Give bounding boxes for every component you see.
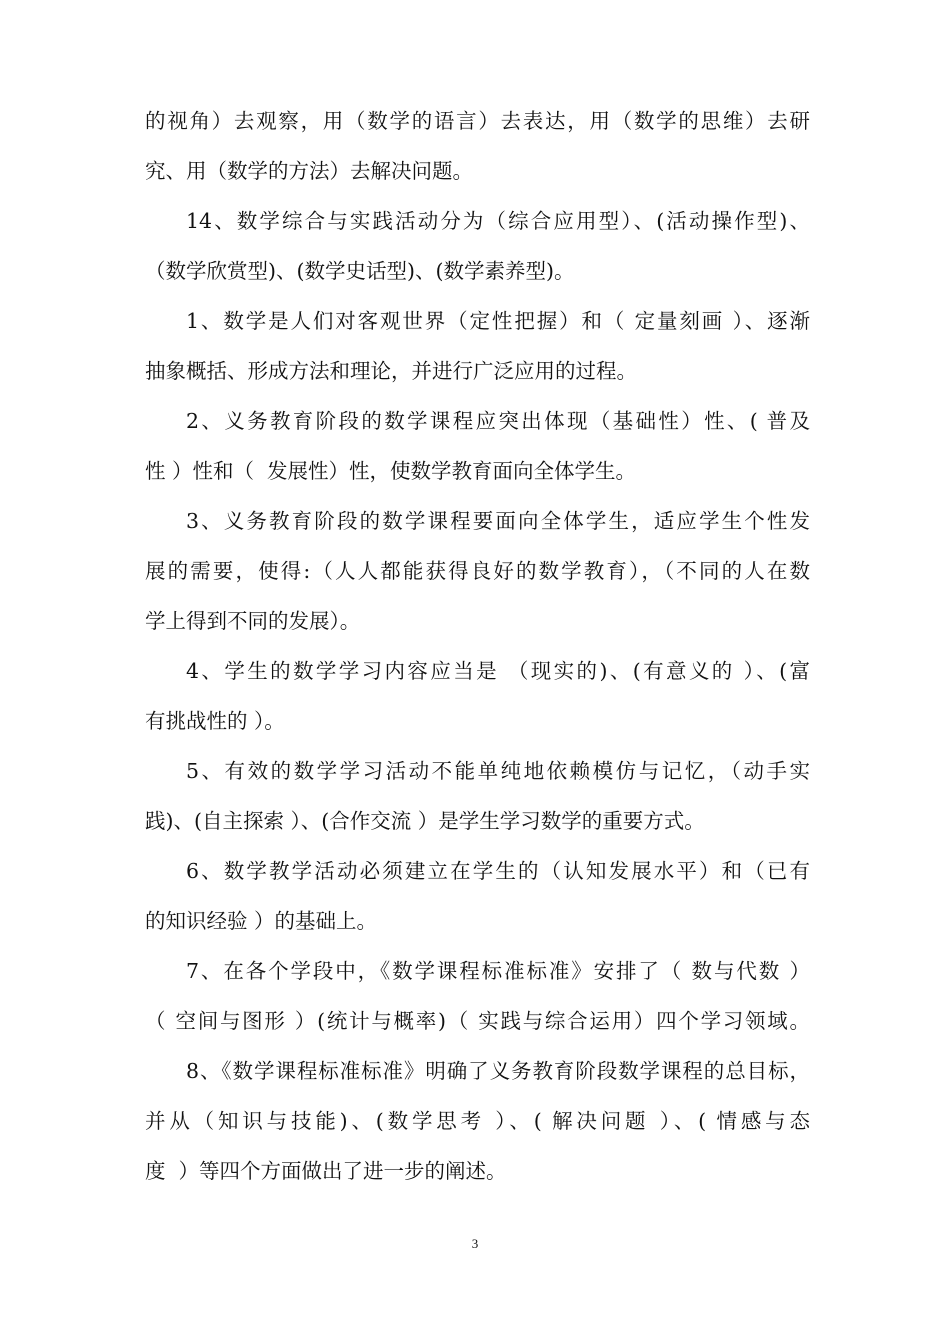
- text-line: （ 空间与图形 ）(统计与概率)（ 实践与综合运用）四个学习领域。: [145, 1009, 810, 1033]
- text-line: 学上得到不同的发展）。: [145, 609, 361, 633]
- text-line: 究、用（数学的方法）去解决问题。: [145, 159, 473, 183]
- page-body: [145, 96, 810, 1196]
- paragraph-1-line: 1、数学是人们对客观世界（定性把握）和（ 定量刻画 ）、逐渐: [186, 309, 810, 333]
- text-line: 抽象概括、形成方法和理论，并进行广泛应用的过程。: [145, 359, 637, 383]
- paragraph-4-line: 4、学生的数学学习内容应当是 （现实的)、(有意义的 ）、(富: [186, 659, 810, 683]
- paragraph-14-line: 14、数学综合与实践活动分为（综合应用型）、(活动操作型)、: [186, 209, 810, 233]
- text-line: （数学欣赏型)、(数学史话型)、(数学素养型)。: [145, 259, 575, 283]
- text-line: 践)、(自主探索 ）、(合作交流 ）是学生学习数学的重要方式。: [145, 809, 705, 833]
- paragraph-8-line: 8、《数学课程标准标准》明确了义务教育阶段数学课程的总目标，: [186, 1059, 810, 1083]
- paragraph-7-line: 7、在各个学段中，《数学课程标准标准》安排了（ 数与代数 ）: [186, 959, 810, 983]
- text-line: 度 ）等四个方面做出了进一步的阐述。: [145, 1159, 507, 1183]
- text-line: 的视角）去观察，用（数学的语言）去表达，用（数学的思维）去研: [145, 109, 810, 133]
- paragraph-3-line: 3、义务教育阶段的数学课程要面向全体学生，适应学生个性发: [186, 509, 810, 533]
- paragraph-5-line: 5、有效的数学学习活动不能单纯地依赖模仿与记忆，（动手实: [186, 759, 810, 783]
- paragraph-6-line: 6、数学教学活动必须建立在学生的（认知发展水平）和（已有: [186, 859, 810, 883]
- paragraph-2-line: 2、义务教育阶段的数学课程应突出体现（基础性）性、( 普及: [186, 409, 810, 433]
- text-line: 的知识经验 ）的基础上。: [145, 909, 378, 933]
- text-line: 展的需要，使得:（人人都能获得良好的数学教育），（不同的人在数: [145, 559, 810, 583]
- text-line: 有挑战性的 ）。: [145, 709, 285, 733]
- text-line: 并从（知识与技能)、(数学思考 ）、( 解决问题 ）、( 情感与态: [145, 1109, 810, 1133]
- text-line: 性 ）性和（ 发展性）性，使数学教育面向全体学生。: [145, 459, 637, 483]
- page-number: 3: [471, 1236, 479, 1251]
